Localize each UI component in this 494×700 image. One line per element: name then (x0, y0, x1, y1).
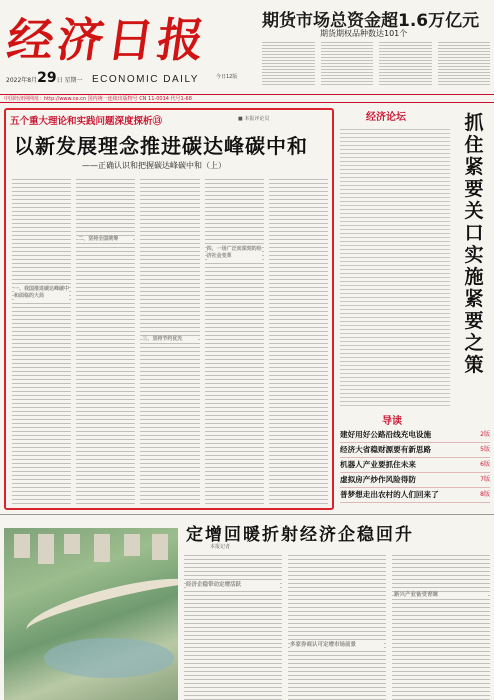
guide-list (340, 428, 490, 503)
text-column (12, 176, 71, 504)
feature-article[interactable] (4, 108, 334, 510)
masthead (0, 0, 494, 92)
guide-item[interactable]: 机器人产业要抓住未来 6版 (340, 458, 490, 473)
section-heading: 新兴产业备受青睐 (394, 592, 488, 599)
publication-info-bar: 中国经济网网址：http://www.ce.cn 国内统一连续出版物号 CN 11-0014 代号1-68 (0, 94, 494, 103)
section-heading: 二、坚持全国统筹 (78, 236, 133, 243)
issue-date: 2022年8月29日 星期一 (6, 70, 83, 86)
english-name: ECONOMIC DAILY (92, 74, 199, 85)
section-heading: 三、坚持节约优先 (142, 336, 197, 343)
text-column (392, 552, 490, 700)
building-shape (14, 534, 30, 558)
newspaper-logo: 经济日报 (3, 13, 212, 67)
top-headline[interactable]: 期货市场总资金超1.6万亿元 (262, 11, 480, 31)
bottom-story-body (184, 552, 490, 700)
building-shape (124, 534, 140, 556)
building-shape (94, 534, 110, 562)
section-divider (0, 514, 494, 515)
guide-item[interactable]: 虚拟房产炒作风险得防 7版 (340, 473, 490, 488)
article-author: ■ 本报评论员 (238, 116, 270, 122)
text-column (288, 552, 386, 700)
building-shape (38, 534, 54, 564)
guide-item[interactable]: 普梦想走出农村的人们回来了 8版 (340, 488, 490, 503)
feature-title[interactable]: 以新发展理念推进碳达峰碳中和 (14, 134, 308, 158)
bottom-headline[interactable]: 定增回暖折射经济企稳回升 (186, 525, 414, 545)
top-story-body (262, 40, 490, 86)
commentary-section[interactable] (338, 106, 452, 408)
vertical-headline[interactable]: 抓住紧要关口实施紧要之策 (464, 112, 484, 376)
text-column (205, 176, 264, 504)
building-shape (64, 534, 80, 554)
section-heading: 四、一场广泛而深刻的经济社会变革 (206, 246, 262, 259)
guide-item[interactable]: 经济大省稳财源要有新思路 5版 (340, 443, 490, 458)
text-column (140, 176, 199, 504)
road-shape (22, 567, 178, 649)
top-subhead: 期货期权品种数达101个 (320, 29, 408, 38)
section-heading: 多家券商认可定增市场前景 (290, 642, 384, 649)
guide-box (338, 412, 490, 510)
bottom-byline: 本报记者 (210, 544, 231, 550)
feature-body (12, 176, 328, 504)
text-column (269, 176, 328, 504)
section-heading: 一、我国推进碳达峰碳中和面临的大局 (14, 286, 70, 299)
feature-subtitle: ——正确认识和把握碳达峰碳中和（上） (82, 161, 226, 170)
building-shape (152, 534, 168, 560)
guide-title: 导读 (382, 416, 402, 427)
commentary-body (340, 126, 450, 406)
news-photo (4, 528, 178, 700)
text-column (76, 176, 135, 504)
section-heading: 经济企稳带动定增活跃 (186, 582, 280, 589)
page-count: 今日12版 (216, 74, 238, 80)
water-shape (44, 638, 174, 678)
guide-item[interactable]: 建好用好公路沿线充电设施 2版 (340, 428, 490, 443)
text-column (184, 552, 282, 700)
series-tag: 五个重大理论和实践问题深度探析⑬ (10, 116, 163, 127)
commentary-title: 经济论坛 (366, 112, 406, 123)
